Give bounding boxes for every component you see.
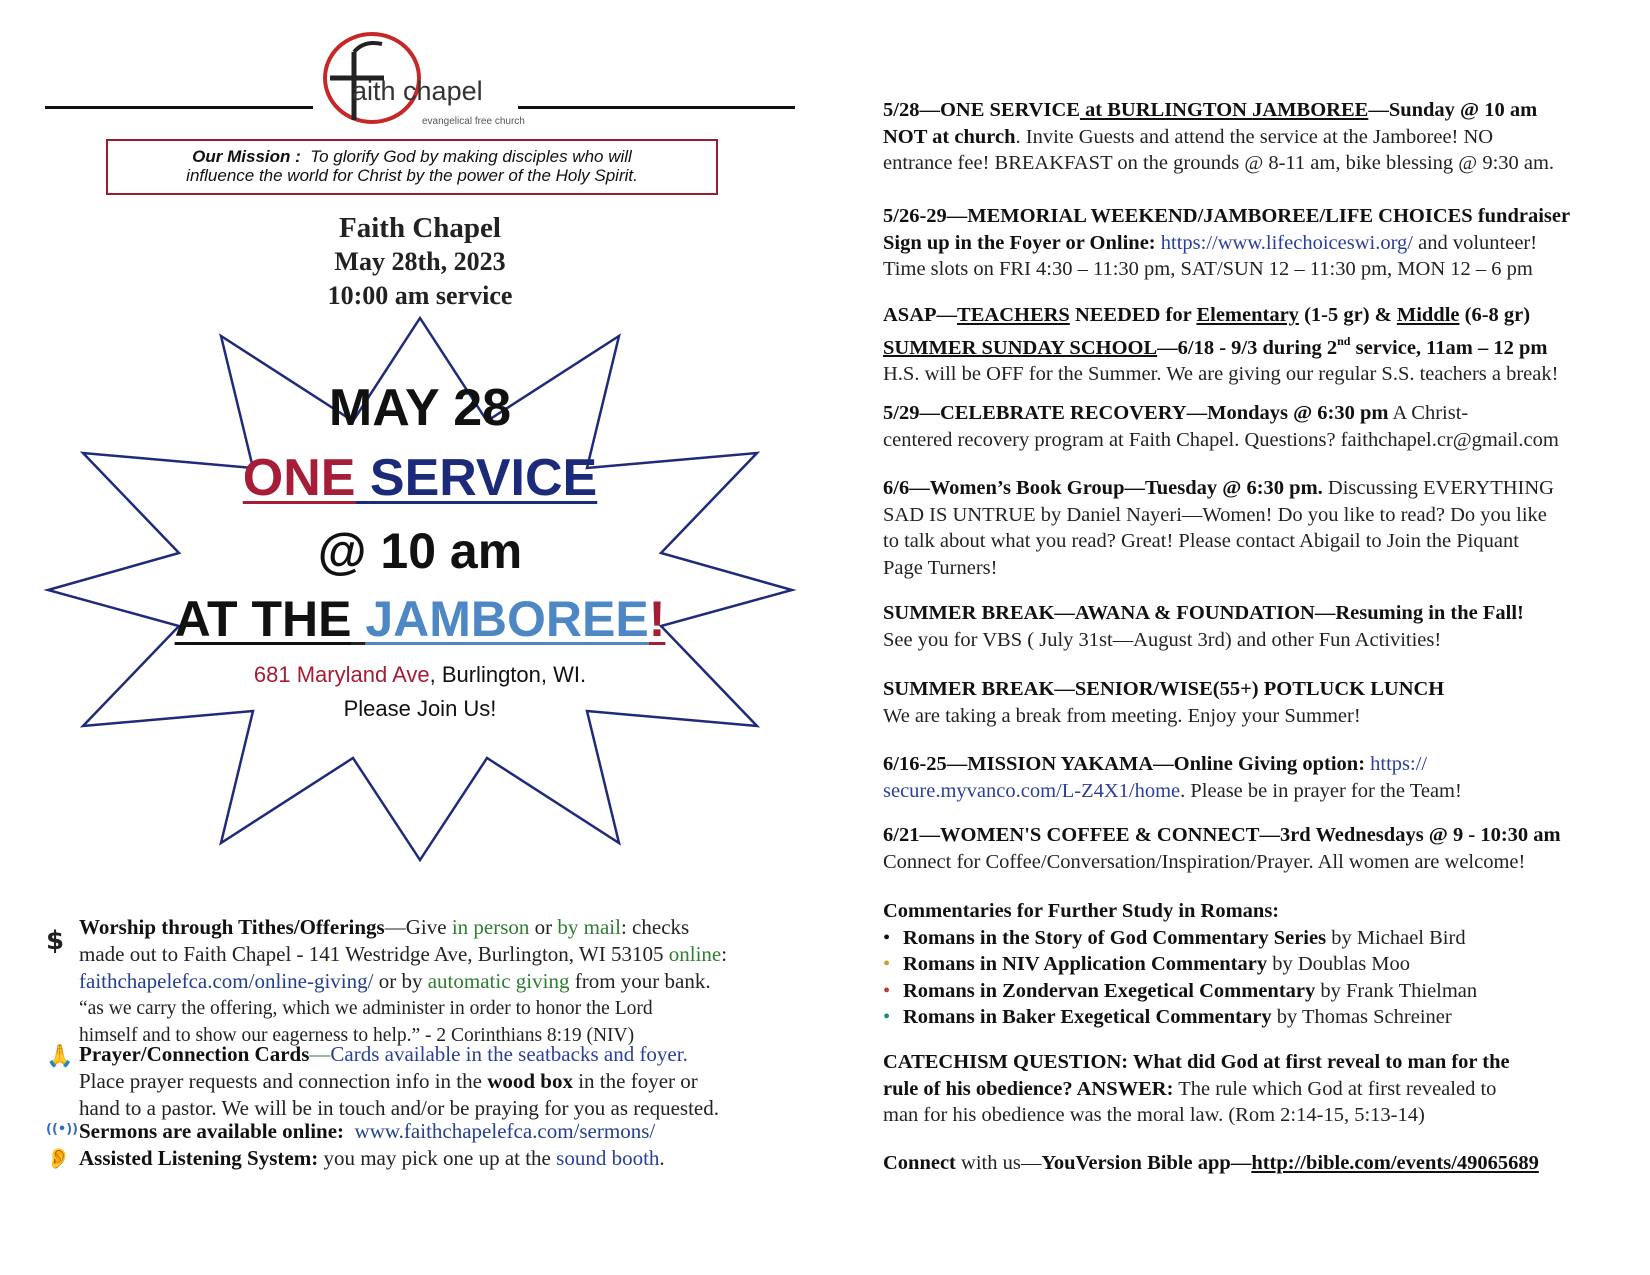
lifechoices-link[interactable]: https://www.lifechoiceswi.org/ xyxy=(1160,231,1413,254)
church-name: Faith Chapel xyxy=(339,212,501,244)
commentary-item: • Romans in the Story of God Commentary Series by Michael Bird xyxy=(883,926,1466,949)
star-one-service xyxy=(0,448,840,508)
star-at-the: AT THE xyxy=(174,591,352,647)
announcement-jamboree: 5/28—ONE SERVICE at BURLINGTON JAMBOREE—Sunday @ 10 am NOT at church. Invite Guests and attend the service at the Jamboree! NO entrance fee! BREAKFAST on the grounds @ 8-11 am, bike blessing @ 9:30 am. xyxy=(883,99,1555,174)
star-service: SERVICE xyxy=(369,449,598,507)
announcement-senior: SUMMER BREAK—SENIOR/WISE(55+) POTLUCK LUNCH We are taking a break from meeting. Enjoy your Summer! xyxy=(883,678,1445,727)
assisted-listening-line: Assisted Listening System: you may pick one up at the sound booth. xyxy=(79,1146,665,1170)
automatic-giving-text: automatic giving xyxy=(427,969,570,993)
commentary-item: • Romans in NIV Application Commentary by Doublas Moo xyxy=(883,953,1411,975)
star-date: MAY 28 xyxy=(328,379,512,437)
catechism-label: CATECHISM QUESTION: xyxy=(883,1051,1129,1073)
church-logo xyxy=(312,30,525,132)
star-address-city: , Burlington, WI. xyxy=(429,662,587,687)
header-rule-right xyxy=(518,106,795,109)
sermons-link[interactable]: www.faithchapelefca.com/sermons/ xyxy=(354,1119,656,1143)
catechism-block: CATECHISM QUESTION: What did God at first reveal to man for the rule of his obedience? ANSWER: The rule which God at first revealed to man for his obedience was the moral law. (Rom 2:14-15, 5:13-14) xyxy=(883,1051,1510,1126)
sermons-title: Sermons are available online: xyxy=(79,1119,345,1143)
prayer-available-text: Cards available in the seatbacks and foyer. xyxy=(330,1042,688,1066)
announcement-teachers: ASAP—TEACHERS NEEDED for Elementary (1-5 gr) & Middle (6-8 gr) SUMMER SUNDAY SCHOOL—6/18 - 9/3 during 2nd service, 11am – 12 pm H.S. will be OFF for the Summer. We are giving our regular S.S. teachers a break! xyxy=(883,304,1559,385)
dollar-icon: $ xyxy=(46,926,65,956)
service-time: 10:00 am service xyxy=(327,281,513,310)
star-join: Please Join Us! xyxy=(343,696,497,721)
service-date: May 28th, 2023 xyxy=(334,247,506,276)
commentary-item: • Romans in Baker Exegetical Commentary by Thomas Schreiner xyxy=(883,1006,1452,1028)
verse-line2: himself and to show our eagerness to help.” - 2 Corinthians 8:19 (NIV) xyxy=(79,1025,635,1046)
star-time: @ 10 am xyxy=(317,523,523,579)
online-giving-link[interactable]: faithchapelefca.com/online-giving/ xyxy=(79,969,374,993)
header-rule-left xyxy=(45,106,313,109)
sermons-line xyxy=(79,1118,799,1145)
announcement-recovery: 5/29—CELEBRATE RECOVERY—Mondays @ 6:30 pm A Christ- centered recovery program at Faith Chapel. Questions? faithchapel.cr@gmail.com xyxy=(883,402,1559,451)
bible-events-link[interactable]: http://bible.com/events/49065689 xyxy=(1251,1152,1539,1174)
prayer-block: Prayer/Connection Cards—Cards available in the seatbacks and foyer. Place prayer requests and connection info in the wood box in the foyer or hand to a pastor. We will be in touch and/or be praying for you as requested. xyxy=(79,1042,720,1120)
praying-hands-icon: 🙏 xyxy=(46,1044,74,1069)
logo-subtext: evangelical free church xyxy=(422,116,525,127)
logo-text: aith chapel xyxy=(352,76,483,106)
commentary-item: • Romans in Zondervan Exegetical Commentary by Frank Thielman xyxy=(883,979,1478,1002)
broadcast-icon: ((•)) xyxy=(46,1122,79,1137)
star-one: ONE xyxy=(242,449,356,507)
assisted-title: Assisted Listening System: xyxy=(79,1146,319,1170)
star-address-street: 681 Maryland Ave xyxy=(253,662,430,687)
star-bang: ! xyxy=(648,591,666,647)
announcement-mission: 6/16-25—MISSION YAKAMA—Online Giving option: https:// secure.myvanco.com/L-Z4X1/home. Please be in prayer for the Team! xyxy=(883,753,1462,802)
mission-line1: To glorify God by making disciples who will xyxy=(310,147,632,166)
commentaries-title: Commentaries for Further Study in Romans: xyxy=(883,900,1280,922)
announcement-memorial: 5/26-29—MEMORIAL WEEKEND/JAMBOREE/LIFE CHOICES fundraiser Sign up in the Foyer or Online: https://www.lifechoiceswi.org/ and volunteer! Time slots on FRI 4:30 – 11:30 pm, SAT/SUN 12 – 11:30 pm, MON 12 – 6 pm xyxy=(883,205,1571,280)
mission-label: Our Mission : xyxy=(192,147,301,166)
tithes-block: Worship through Tithes/Offerings—Give in person or by mail: checks made out to Faith Chapel - 141 Westridge Ave, Burlington, WI 53105 online: faithchapelefca.com/online-giving/ or by automatic giving from your bank. “as we carry the offering, which we administer in order to honor the Lord himself and to show our eagerness to help.” - 2 Corinthians 8:19 (NIV) xyxy=(79,914,799,1049)
vanco-link[interactable]: secure.myvanco.com/L-Z4X1/home xyxy=(883,779,1181,802)
star-address xyxy=(0,662,840,688)
announcement-awana: SUMMER BREAK—AWANA & FOUNDATION—Resuming in the Fall! See you for VBS ( July 31st—August 3rd) and other Fun Activities! xyxy=(883,602,1524,651)
prayer-title: Prayer/Connection Cards xyxy=(79,1042,310,1066)
announcement-coffee: 6/21—WOMEN'S COFFEE & CONNECT—3rd Wednesdays @ 9 - 10:30 am Connect for Coffee/Conversation/Inspiration/Prayer. All women are welcome! xyxy=(883,824,1561,873)
wood-box-text: wood box xyxy=(487,1069,573,1093)
sound-booth-text: sound booth xyxy=(556,1146,660,1170)
tithes-title: Worship through Tithes/Offerings xyxy=(79,915,385,939)
commentaries-block xyxy=(883,898,1623,1031)
by-mail-text: by mail xyxy=(557,915,621,939)
verse-line1: “as we carry the offering, which we administer in order to honor the Lord xyxy=(79,998,653,1019)
star-location xyxy=(0,590,840,648)
ear-icon: 👂 xyxy=(46,1146,71,1170)
mission-box xyxy=(106,139,718,195)
in-person-text: in person xyxy=(451,915,530,939)
connect-line: Connect with us—YouVersion Bible app—http://bible.com/events/49065689 xyxy=(883,1152,1539,1174)
announcement-book-group: 6/6—Women’s Book Group—Tuesday @ 6:30 pm. Discussing EVERYTHING SAD IS UNTRUE by Daniel Nayeri—Women! Do you like to read? Do you like to talk about what you read? Great! Please contact Abigail to Join the Piquant Page Turners! xyxy=(883,477,1554,579)
star-jamboree: JAMBOREE xyxy=(365,591,649,647)
youversion-app-text: YouVersion Bible app xyxy=(1041,1152,1231,1174)
mission-line2: influence the world for Christ by the power of the Holy Spirit. xyxy=(186,166,638,185)
